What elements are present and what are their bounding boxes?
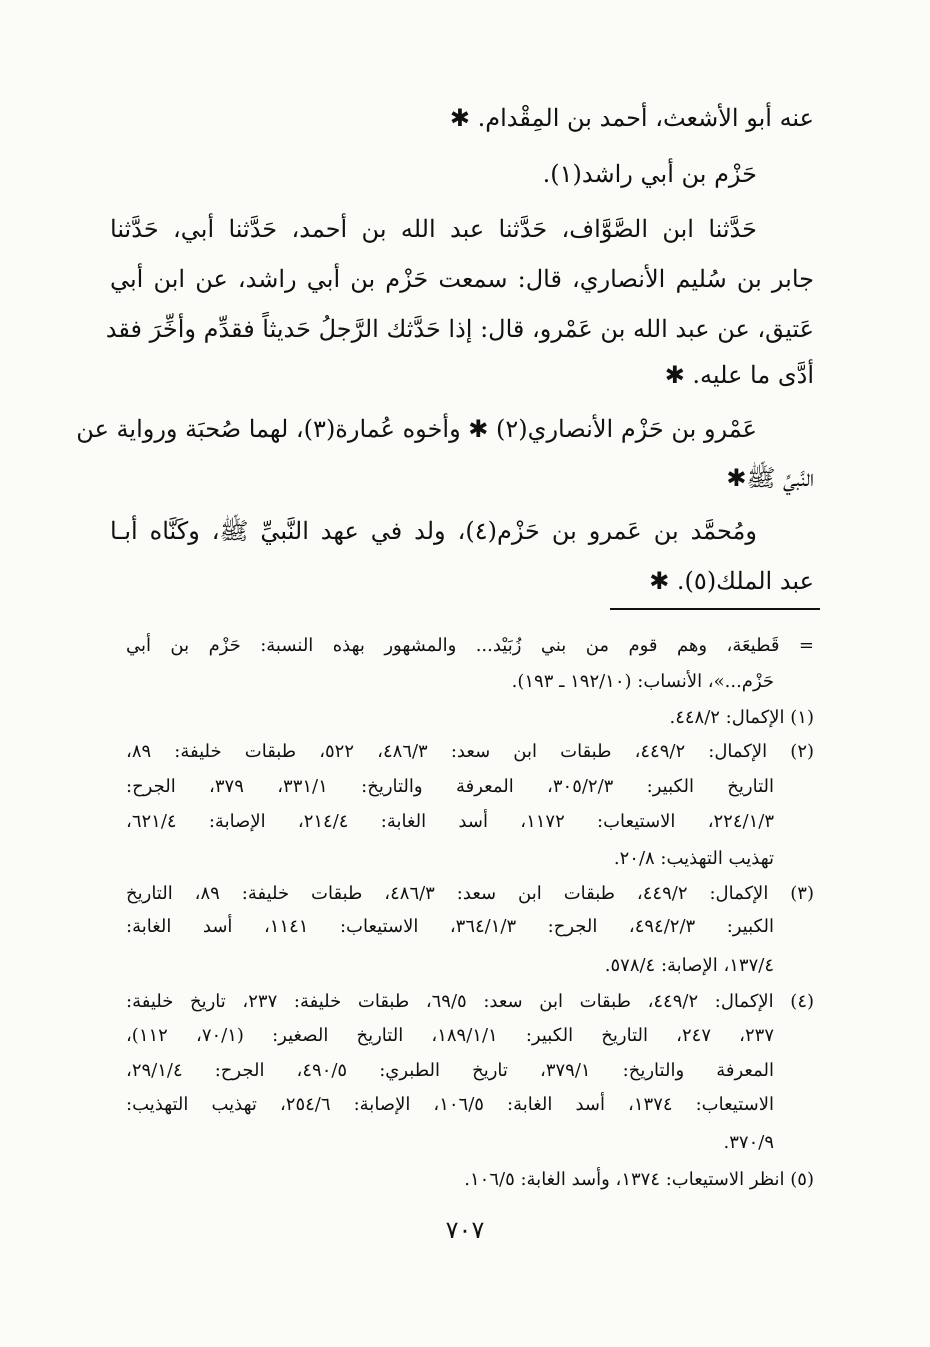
main-text-line: عَتيق، عن عبد الله بن عَمْرو، قال: إذا حَدَّثك الرَّجلُ حَديثاً فقدِّم وأخِّرَ فقد	[105, 315, 814, 343]
entry-heading-muhammad: ومُحمَّد بن عَمرو بن حَزْم(٤)، ولد في عهد النَّبيِّ ﷺ، وكَنَّاه أبـا	[110, 517, 757, 545]
main-text-line: جابر بن سُليم الأنصاري، قال: سمعت حَزْم بن أبي راشد، عن ابن أبي	[110, 265, 814, 293]
footnote-line: الكبير: ٤٩٤/٢/٣، الجرح: ٣٦٤/١/٣، الاستيعاب: ١١٤١، أسد الغابة:	[126, 916, 774, 937]
footnote-line: الاستيعاب: ١٣٧٤، أسد الغابة: ١٠٦/٥، الإصابة: ٢٥٤/٦، تهذيب التهذيب:	[126, 1094, 774, 1115]
main-text-line: النَّبيِّ ﷺ✱	[726, 464, 814, 492]
footnote-line: التاريخ الكبير: ٣٠٥/٢/٣، المعرفة والتاريخ: ٣٣١/١، ٣٧٩، الجرح:	[126, 776, 775, 797]
footnote-line: (٣) الإكمال: ٤٤٩/٢، طبقات ابن سعد: ٤٨٦/٣، طبقات خليفة: ٨٩، التاريخ	[126, 883, 814, 904]
footnote-line: = قَطيعَة، وهم قوم من بني زُبَيْد... والمشهور بهذه النسبة: حَزْم بن أبي	[126, 635, 814, 656]
entry-heading-amr: عَمْرو بن حَزْم الأنصاري(٢) ✱ وأخوه عُمارة(٣)، لهما صُحبَة ورواية عن	[76, 415, 757, 443]
footnote-line: (٥) انظر الاستيعاب: ١٣٧٤، وأسد الغابة: ١٠٦/٥.	[464, 1169, 814, 1190]
footnote-line: ١٣٧/٤، الإصابة: ٥٧٨/٤.	[604, 955, 774, 976]
main-text-line: عنه أبو الأشعث، أحمد بن المِقْدام. ✱	[449, 104, 814, 132]
footnote-line: ٢٣٧، ٢٤٧، التاريخ الكبير: ١٨٩/١/١، التاريخ الصغير: (٧٠/١، ١١٢)،	[126, 1025, 775, 1046]
footnote-line: تهذيب التهذيب: ٢٠/٨.	[613, 848, 774, 869]
footnote-line: (٢) الإكمال: ٤٤٩/٢، طبقات ابن سعد: ٤٨٦/٣، ٥٢٢، طبقات خليفة: ٨٩،	[126, 741, 815, 762]
footnote-line: ٢٢٤/١/٣، الاستيعاب: ١١٧٢، أسد الغابة: ٢١٤/٤، الإصابة: ٦٢١/٤،	[126, 811, 774, 832]
main-text-line: أدَّى ما عليه. ✱	[664, 361, 814, 389]
main-text-line: حَدَّثنا ابن الصَّوَّاف، حَدَّثنا عبد الله بن أحمد، حَدَّثنا أبي، حَدَّثنا	[110, 215, 757, 243]
page-number: ٧٠٧	[445, 1216, 485, 1244]
entry-heading-hazm: حَزْم بن أبي راشد(١).	[542, 160, 757, 188]
footnote-line: المعرفة والتاريخ: ٣٧٩/١، تاريخ الطبري: ٤٩٠/٥، الجرح: ٢٩/١/٤،	[126, 1060, 775, 1081]
footnote-line: ٣٧٠/٩.	[723, 1132, 774, 1153]
footnote-line: حَزْم...»، الأنساب: (١٩٢/١٠ ـ ١٩٣).	[511, 671, 774, 692]
footnote-line: (٤) الإكمال: ٤٤٩/٢، طبقات ابن سعد: ٦٩/٥، طبقات خليفة: ٢٣٧، تاريخ خليفة:	[126, 991, 815, 1012]
footnote-divider	[610, 608, 820, 610]
main-text-line: عبد الملك(٥). ✱	[649, 567, 814, 595]
footnote-line: (١) الإكمال: ٤٤٨/٢.	[669, 707, 814, 728]
